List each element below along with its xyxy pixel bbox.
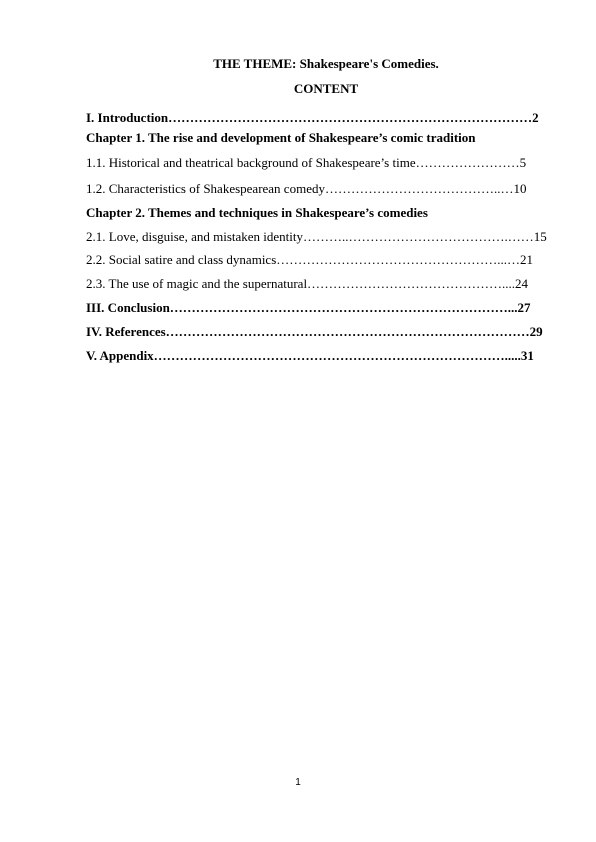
toc-item-2-3: 2.3. The use of magic and the supernatural………………………………………....24 [86,276,529,291]
toc-item-1-2: 1.2. Characteristics of Shakespearean comedy…………………………………..…10 [86,181,527,196]
toc-chapter-1: Chapter 1. The rise and development of Shakespeare’s comic tradition [86,130,476,145]
page-number: 1 [295,777,301,788]
toc-item-introduction: I. Introduction…………………………………………………………………………2 [86,110,539,125]
contents-heading: CONTENT [293,81,359,96]
toc-item-references: IV. References…………………………………………………………………………29 [86,324,543,339]
toc-item-appendix: V. Appendix……………………………………………………………………….....31 [86,348,534,363]
toc-item-1-1: 1.1. Historical and theatrical background of Shakespeare’s time……………………5 [86,155,527,170]
toc-item-2-1: 2.1. Love, disguise, and mistaken identity………..……………………………….……15 [86,229,547,244]
toc-item-conclusion: III. Conclusion……………………………………………………………………...27 [86,300,531,315]
toc-item-2-2: 2.2. Social satire and class dynamics……………………………………………...…21 [86,252,534,267]
document-title: THE THEME: Shakespeare's Comedies. [213,56,439,71]
toc-chapter-2: Chapter 2. Themes and techniques in Shakespeare’s comedies [86,205,428,220]
